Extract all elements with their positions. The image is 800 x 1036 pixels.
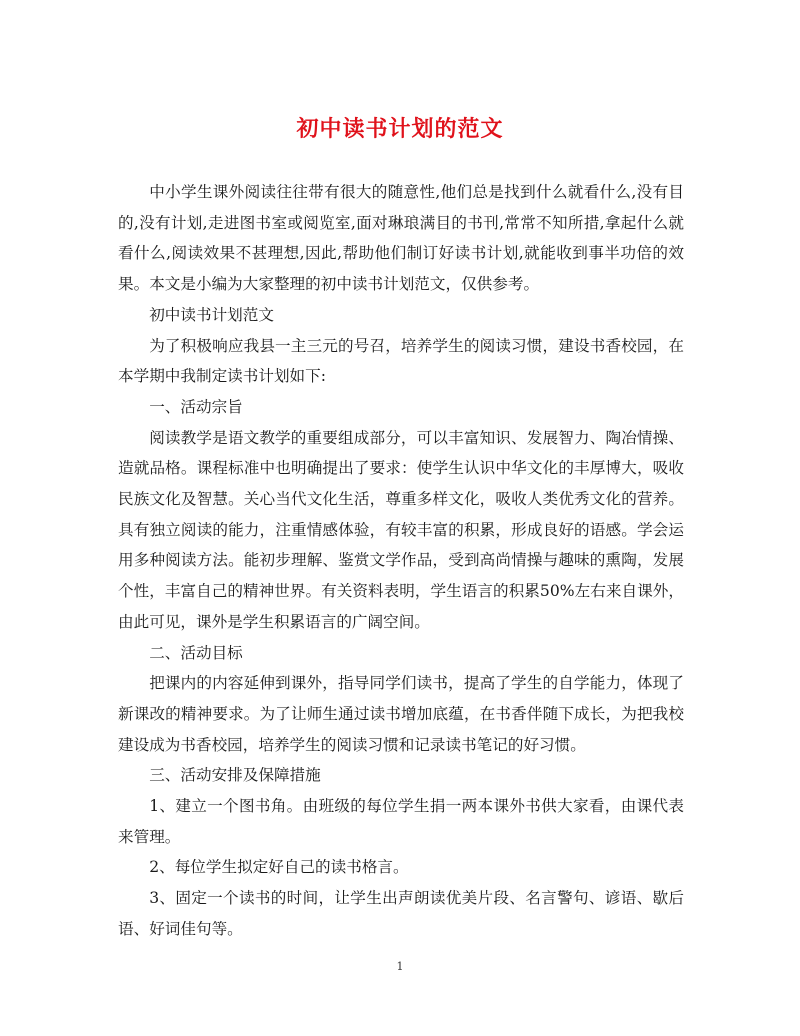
section-heading-goals: 二、活动目标 [149,643,243,662]
page-number: 1 [396,960,404,973]
goals-paragraph: 把课内的内容延伸到课外，指导同学们读书，提高了学生的自学能力，体现了新课改的精神要求。为了让师生通过读书增加底蕴，在书香伴随下成长，为把我校建设成为书香校园，培养学生的阅读习惯和记录读书笔记的好习惯。 [118,674,684,754]
arrangement-item-1: 1、建立一个图书角。由班级的每位学生捐一两本课外书供大家看，由课代表来管理。 [118,797,684,846]
section-heading-purpose: 一、活动宗旨 [149,397,243,416]
arrangement-item-3: 3、固定一个读书的时间，让学生出声朗读优美片段、名言警句、谚语、歇后语、好词佳句等。 [118,889,684,938]
purpose-paragraph: 阅读教学是语文教学的重要组成部分，可以丰富知识、发展智力、陶冶情操、造就品格。课程标准中也明确提出了要求：使学生认识中华文化的丰厚博大，吸收民族文化及智慧。关心当代文化生活，尊重多样文化，吸收人类优秀文化的营养。具有独立阅读的能力，注重情感体验，有较丰富的积累，形成良好的语感。学会运用多种阅读方法。能初步理解、鉴赏文学作品，受到高尚情操与趣味的熏陶，发展个性，丰富自己的精神世界。有关资料表明，学生语言的积累50%左右来自课外，由此可见，课外是学生积累语言的广阔空间。 [118,428,684,631]
arrangement-item-2: 2、每位学生拟定好自己的读书格言。 [149,858,409,877]
subtitle-paragraph: 初中读书计划范文 [149,305,274,324]
opening-paragraph: 为了积极响应我县一主三元的号召，培养学生的阅读习惯，建设书香校园，在本学期中我制定读书计划如下: [118,336,684,386]
document-title: 初中读书计划的范文 [296,116,504,142]
section-heading-arrangements: 三、活动安排及保障措施 [149,766,321,785]
intro-paragraph: 中小学生课外阅读往往带有很大的随意性,他们总是找到什么就看什么,没有目的,没有计划,走进图书室或阅览室,面对琳琅满目的书刊,常常不知所措,拿起什么就看什么,阅读效果不甚理想,因此,帮助他们制订好读书计划,就能收到事半功倍的效果。本文是小编为大家整理的初中读书计划范文，仅供参考。 [118,183,684,294]
document-body [118,177,684,945]
